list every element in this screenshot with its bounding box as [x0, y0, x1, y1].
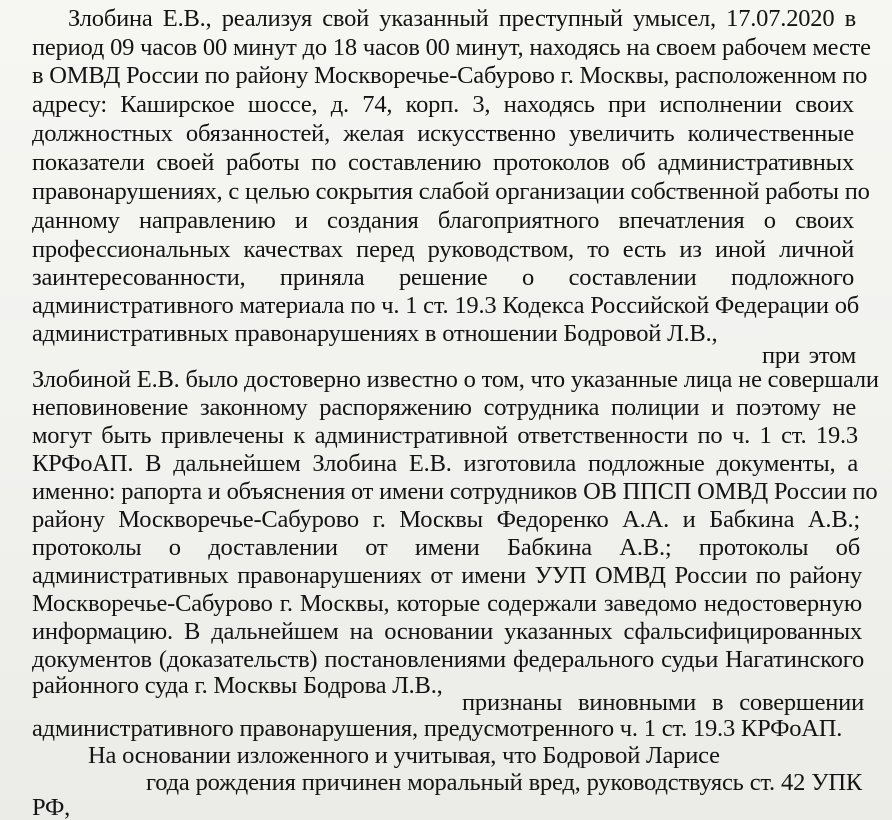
text-line: протоколы о доставлении от имени Бабкина А.В.; протоколы об	[32, 534, 860, 561]
text-line: неповиновение законному распоряжению сотрудника полиции и поэтому не	[32, 394, 856, 421]
text-line: адресу: Каширское шоссе, д. 74, корп. 3, находясь при исполнении своих	[32, 91, 854, 118]
text-line: административных правонарушениях в отношении Бодровой Л.В.,	[32, 320, 718, 347]
text-line: информацию. В дальнейшем на основании указанных сфальсифицированных	[32, 618, 862, 645]
text-line: КРФоАП. В дальнейшем Злобина Е.В. изготовила подложные документы, а	[32, 450, 858, 477]
text-line: документов (доказательств) постановлениями федерального судьи Нагатинского	[32, 646, 864, 673]
text-line: административных правонарушениях от имени УУП ОМВД России по району	[32, 562, 862, 589]
text-line: району Москворечье-Сабурово г. Москвы Федоренко А.А. и Бабкина А.В.;	[32, 506, 860, 533]
text-line: административного правонарушения, предусмотренного ч. 1 ст. 19.3 КРФоАП.	[32, 715, 843, 742]
text-line: На основании изложенного и учитывая, что Бодровой Ларисе	[88, 742, 720, 769]
text-line: года рождения причинен моральный вред, руководствуясь ст. 42 УПК	[146, 769, 862, 796]
text-line: показатели своей работы по составлению протоколов об административных	[32, 149, 854, 176]
text-line: правонарушениях, с целью сокрытия слабой организации собственной работы по	[32, 178, 870, 205]
text-line: профессиональных качествах перед руководством, то есть из иной личной	[32, 236, 854, 263]
text-line: в ОМВД России по району Москворечье-Сабурово г. Москвы, расположенном по	[32, 62, 868, 89]
text-line: Злобиной Е.В. было достоверно известно о том, что указанные лица не совершали	[32, 366, 879, 393]
text-line: должностных обязанностей, желая искусственно увеличить количественные	[32, 120, 854, 147]
text-line: заинтересованности, приняла решение о составлении подложного	[32, 264, 854, 291]
text-line: именно: рапорта и объяснения от имени сотрудников ОВ ППСП ОМВД России по	[32, 478, 878, 505]
text-line: данному направлению и создания благоприятного впечатления о своих	[32, 207, 854, 234]
text-line: период 09 часов 00 минут до 18 часов 00 минут, находясь на своем рабочем месте	[32, 34, 871, 61]
text-line: административного материала по ч. 1 ст. 19.3 Кодекса Российской Федерации об	[32, 292, 860, 319]
text-line: Злобина Е.В., реализуя свой указанный преступный умысел, 17.07.2020 в	[68, 5, 856, 32]
text-line: районного суда г. Москвы Бодрова Л.В.,	[32, 672, 443, 699]
text-line: РФ,	[32, 794, 71, 820]
text-line: при этом	[762, 342, 856, 369]
text-line: Москворечье-Сабурово г. Москвы, которые содержали заведомо недостоверную	[32, 590, 862, 617]
text-line: признаны виновными в совершении	[462, 689, 864, 716]
text-line: могут быть привлечены к административной ответственности по ч. 1 ст. 19.3	[32, 422, 858, 449]
